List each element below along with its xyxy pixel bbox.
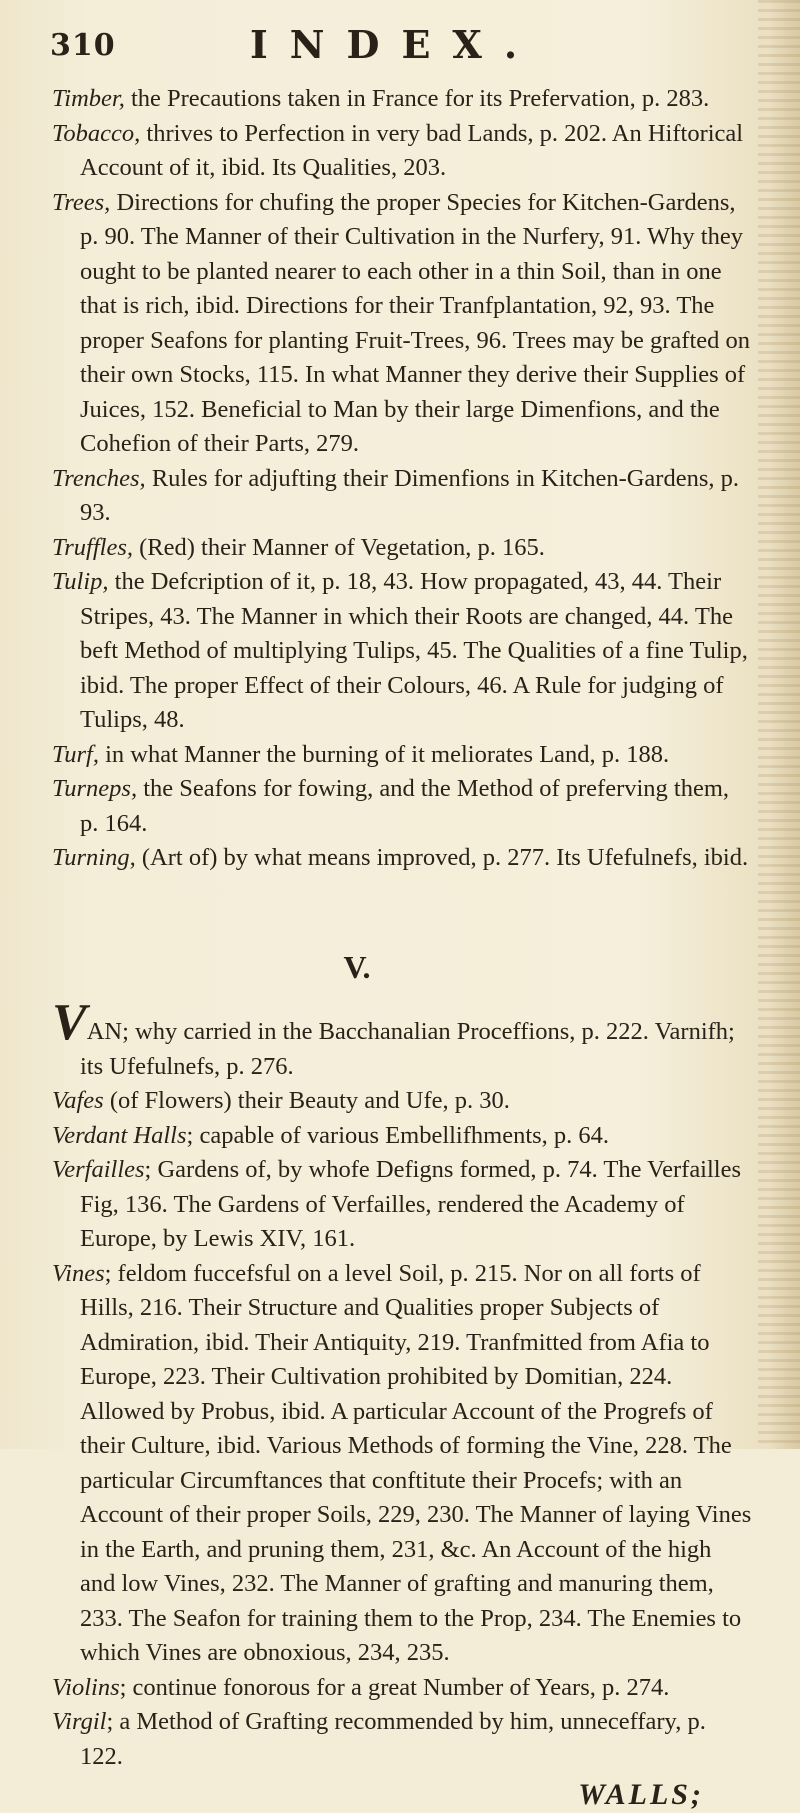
entry-text: ; continue fonorous for a great Number of Years, p. 274.	[119, 1673, 670, 1701]
headword: Timber,	[52, 85, 125, 112]
entry-text: thrives to Perfection in very bad Lands, p. 202. An Hiftorical Account of it, ibid. Its Qualities, 203.	[80, 119, 744, 181]
headword: Turning,	[52, 844, 136, 871]
headword: Turneps,	[52, 775, 138, 802]
entry-text: (Art of) by what means improved, p. 277. Its Ufefulnefs, ibid.	[135, 844, 749, 871]
entry-text: ; Gardens of, by whofe Defigns formed, p. 74. The Verfailles Fig, 136. The Gardens of Verfailles, rendered the Academy of Europe, by Lewis XIV, 161.	[80, 1156, 742, 1252]
index-entry-violins	[52, 1671, 752, 1706]
index-column	[52, 82, 752, 1813]
entry-text: Rules for adjufting their Dimenfions in Kitchen-Gardens, p. 93.	[80, 464, 739, 526]
headword: Violins	[52, 1673, 120, 1701]
index-entry-turning	[52, 841, 752, 876]
headword: Trees,	[52, 188, 111, 216]
entry-text: in what Manner the burning of it meliorates Land, p. 188.	[99, 740, 670, 768]
index-entry-vines	[52, 1257, 752, 1671]
entry-text: (Red) their Manner of Vegetation, p. 165.	[133, 533, 545, 561]
entry-text: the Precautions taken in France for its Prefervation, p. 283.	[124, 85, 710, 112]
headword: Tobacco,	[52, 119, 141, 147]
index-entry-vafes	[52, 1084, 752, 1119]
index-entry-virgil	[52, 1705, 752, 1774]
page-header	[50, 22, 770, 72]
headword: Verdant Halls	[52, 1121, 187, 1149]
entry-text: (of Flowers) their Beauty and Ufe, p. 30.	[103, 1087, 510, 1114]
page-edge	[758, 0, 800, 1449]
section-letter-v: V.	[343, 948, 371, 985]
entry-text: the Defcription of it, p. 18, 43. How propagated, 43, 44. Their Stripes, 43. The Manner in which their Roots are changed, 44. The beft Method of multiplying Tulips, 45. The Qualities of a fine Tulip, ibid. The proper Effect of their Colours, 46. A Rule for judging of Tulips, 48.	[80, 568, 748, 733]
index-entry-timber	[52, 82, 752, 117]
index-entry-trees	[52, 186, 752, 462]
running-head: INDEX.	[250, 22, 540, 67]
entry-text: AN; why carried in the Bacchanalian Proceffions, p. 222. Varnifh; its Ufefulnefs, p. 276.	[80, 1018, 735, 1080]
catchword: WALLS;	[578, 1778, 704, 1811]
headword: Verfailles	[52, 1156, 145, 1183]
index-entry-tulip	[52, 565, 752, 738]
headword: Truffles,	[52, 533, 134, 561]
drop-capital: V	[52, 994, 87, 1051]
index-entry-turf	[52, 738, 752, 773]
headword: Turf,	[52, 740, 99, 768]
entry-text: ; a Method of Grafting recommended by him, unneceffary, p. 122.	[80, 1708, 706, 1770]
entry-text: the Seafons for fowing, and the Method of preferving them, p. 164.	[80, 775, 730, 837]
index-entry-truffles	[52, 531, 752, 566]
entry-text: Directions for chufing the proper Species for Kitchen-Gardens, p. 90. The Manner of their Cultivation in the Nurfery, 91. Why they ought to be planted nearer to each other in a thin Soil, than in one that is rich, ibid. Directions for their Tranfplantation, 92, 93. The proper Seafons for planting Fruit-Trees, 96. Trees may be grafted on their own Stocks, 115. In what Manner they derive their Supplies of Juices, 152. Beneficial to Man by their large Dimenfions, and the Cohefion of their Parts, 279.	[80, 188, 751, 457]
headword: Virgil	[52, 1708, 107, 1735]
index-entry-van	[52, 994, 752, 1084]
headword: Tulip,	[52, 568, 109, 595]
entry-text: ; feldom fuccefsful on a level Soil, p. 215. Nor on all forts of Hills, 216. Their Structure and Qualities proper Subjects of Admiration, ibid. Their Antiquity, 219. Tranfmitted from Afia to Europe, 223. Their Cultivation prohibited by Domitian, 224. Allowed by Probus, ibid. A particular Account of the Progrefs of their Culture, ibid. Various Methods of forming the Vine, 228. The particular Circumftances that conftitute their Procefs; with an Account of their proper Soils, 229, 230. The Manner of laying Vines in the Earth, and pruning them, 231, &c. An Account of the high and low Vines, 232. The Manner of grafting and manuring them, 233. The Seafon for training them to the Prop, 234. The Enemies to which Vines are obnoxious, 234, 235.	[80, 1259, 752, 1666]
index-entry-trenches	[52, 462, 752, 531]
headword: Trenches,	[52, 464, 146, 492]
page-number: 310	[50, 28, 116, 63]
index-entry-tobacco	[52, 117, 752, 186]
headword: Vines	[52, 1259, 105, 1287]
index-entry-verdant-halls	[52, 1119, 752, 1154]
index-entry-turneps	[52, 772, 752, 841]
entry-text: ; capable of various Embellifhments, p. 64.	[186, 1121, 610, 1149]
index-entry-verfailles	[52, 1153, 752, 1257]
headword: Vafes	[52, 1087, 104, 1114]
